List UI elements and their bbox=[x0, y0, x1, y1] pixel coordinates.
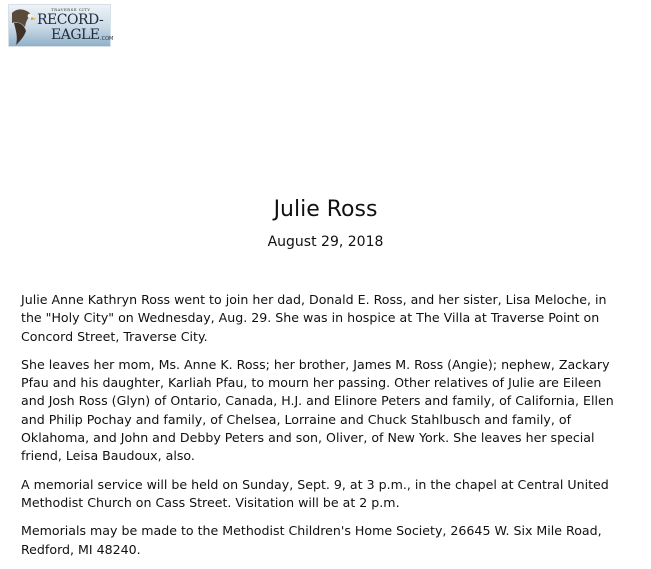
logo-line-2: EAGLE bbox=[51, 27, 100, 43]
obituary-date: August 29, 2018 bbox=[267, 234, 384, 250]
logo-small-text: TRAVERSE CITY bbox=[51, 7, 91, 12]
paragraph-4: Memorials may be made to the Methodist Children's Home Society, 26645 W. Six Mile Road, Redford, MI 48240. bbox=[21, 523, 602, 557]
paragraph-2: She leaves her mom, Ms. Anne K. Ross; her brother, James M. Ross (Angie); nephew, Zackary Pfau and his daughter, Karliah Pfau, to mourn her passing. Other relatives of Julie are Eileen and Josh Ross (Glyn) of Ontario, Canada, H.J. and Elinore Peters and family, of California, Ellen and Philip Pochay and family, of Chelsea, Lorraine and Chuck Stahlbusch and family, of Oklahoma, and John and Debby Peters and son, Oliver, of New York. She leaves her special friend, Leisa Baudoux, also. bbox=[21, 356, 614, 464]
record-eagle-logo[interactable] bbox=[8, 4, 114, 47]
logo-suffix: .COM bbox=[100, 36, 114, 42]
paragraph-1: Julie Anne Kathryn Ross went to join her dad, Donald E. Ross, and her sister, Lisa Meloche, in the "Holy City" on Wednesday, Aug. 29. She was in hospice at The Villa at Traverse Point on Concord Street, Traverse City. bbox=[21, 292, 607, 344]
eagle-icon bbox=[10, 5, 40, 48]
obituary-title: Julie Ross bbox=[273, 197, 378, 222]
logo-line-1: RECORD- bbox=[37, 12, 104, 28]
obituary-body bbox=[21, 291, 626, 569]
paragraph-3: A memorial service will be held on Sunday, Sept. 9, at 3 p.m., in the chapel at Central United Methodist Church on Cass Street. Visitation will be at 2 p.m. bbox=[21, 476, 609, 510]
